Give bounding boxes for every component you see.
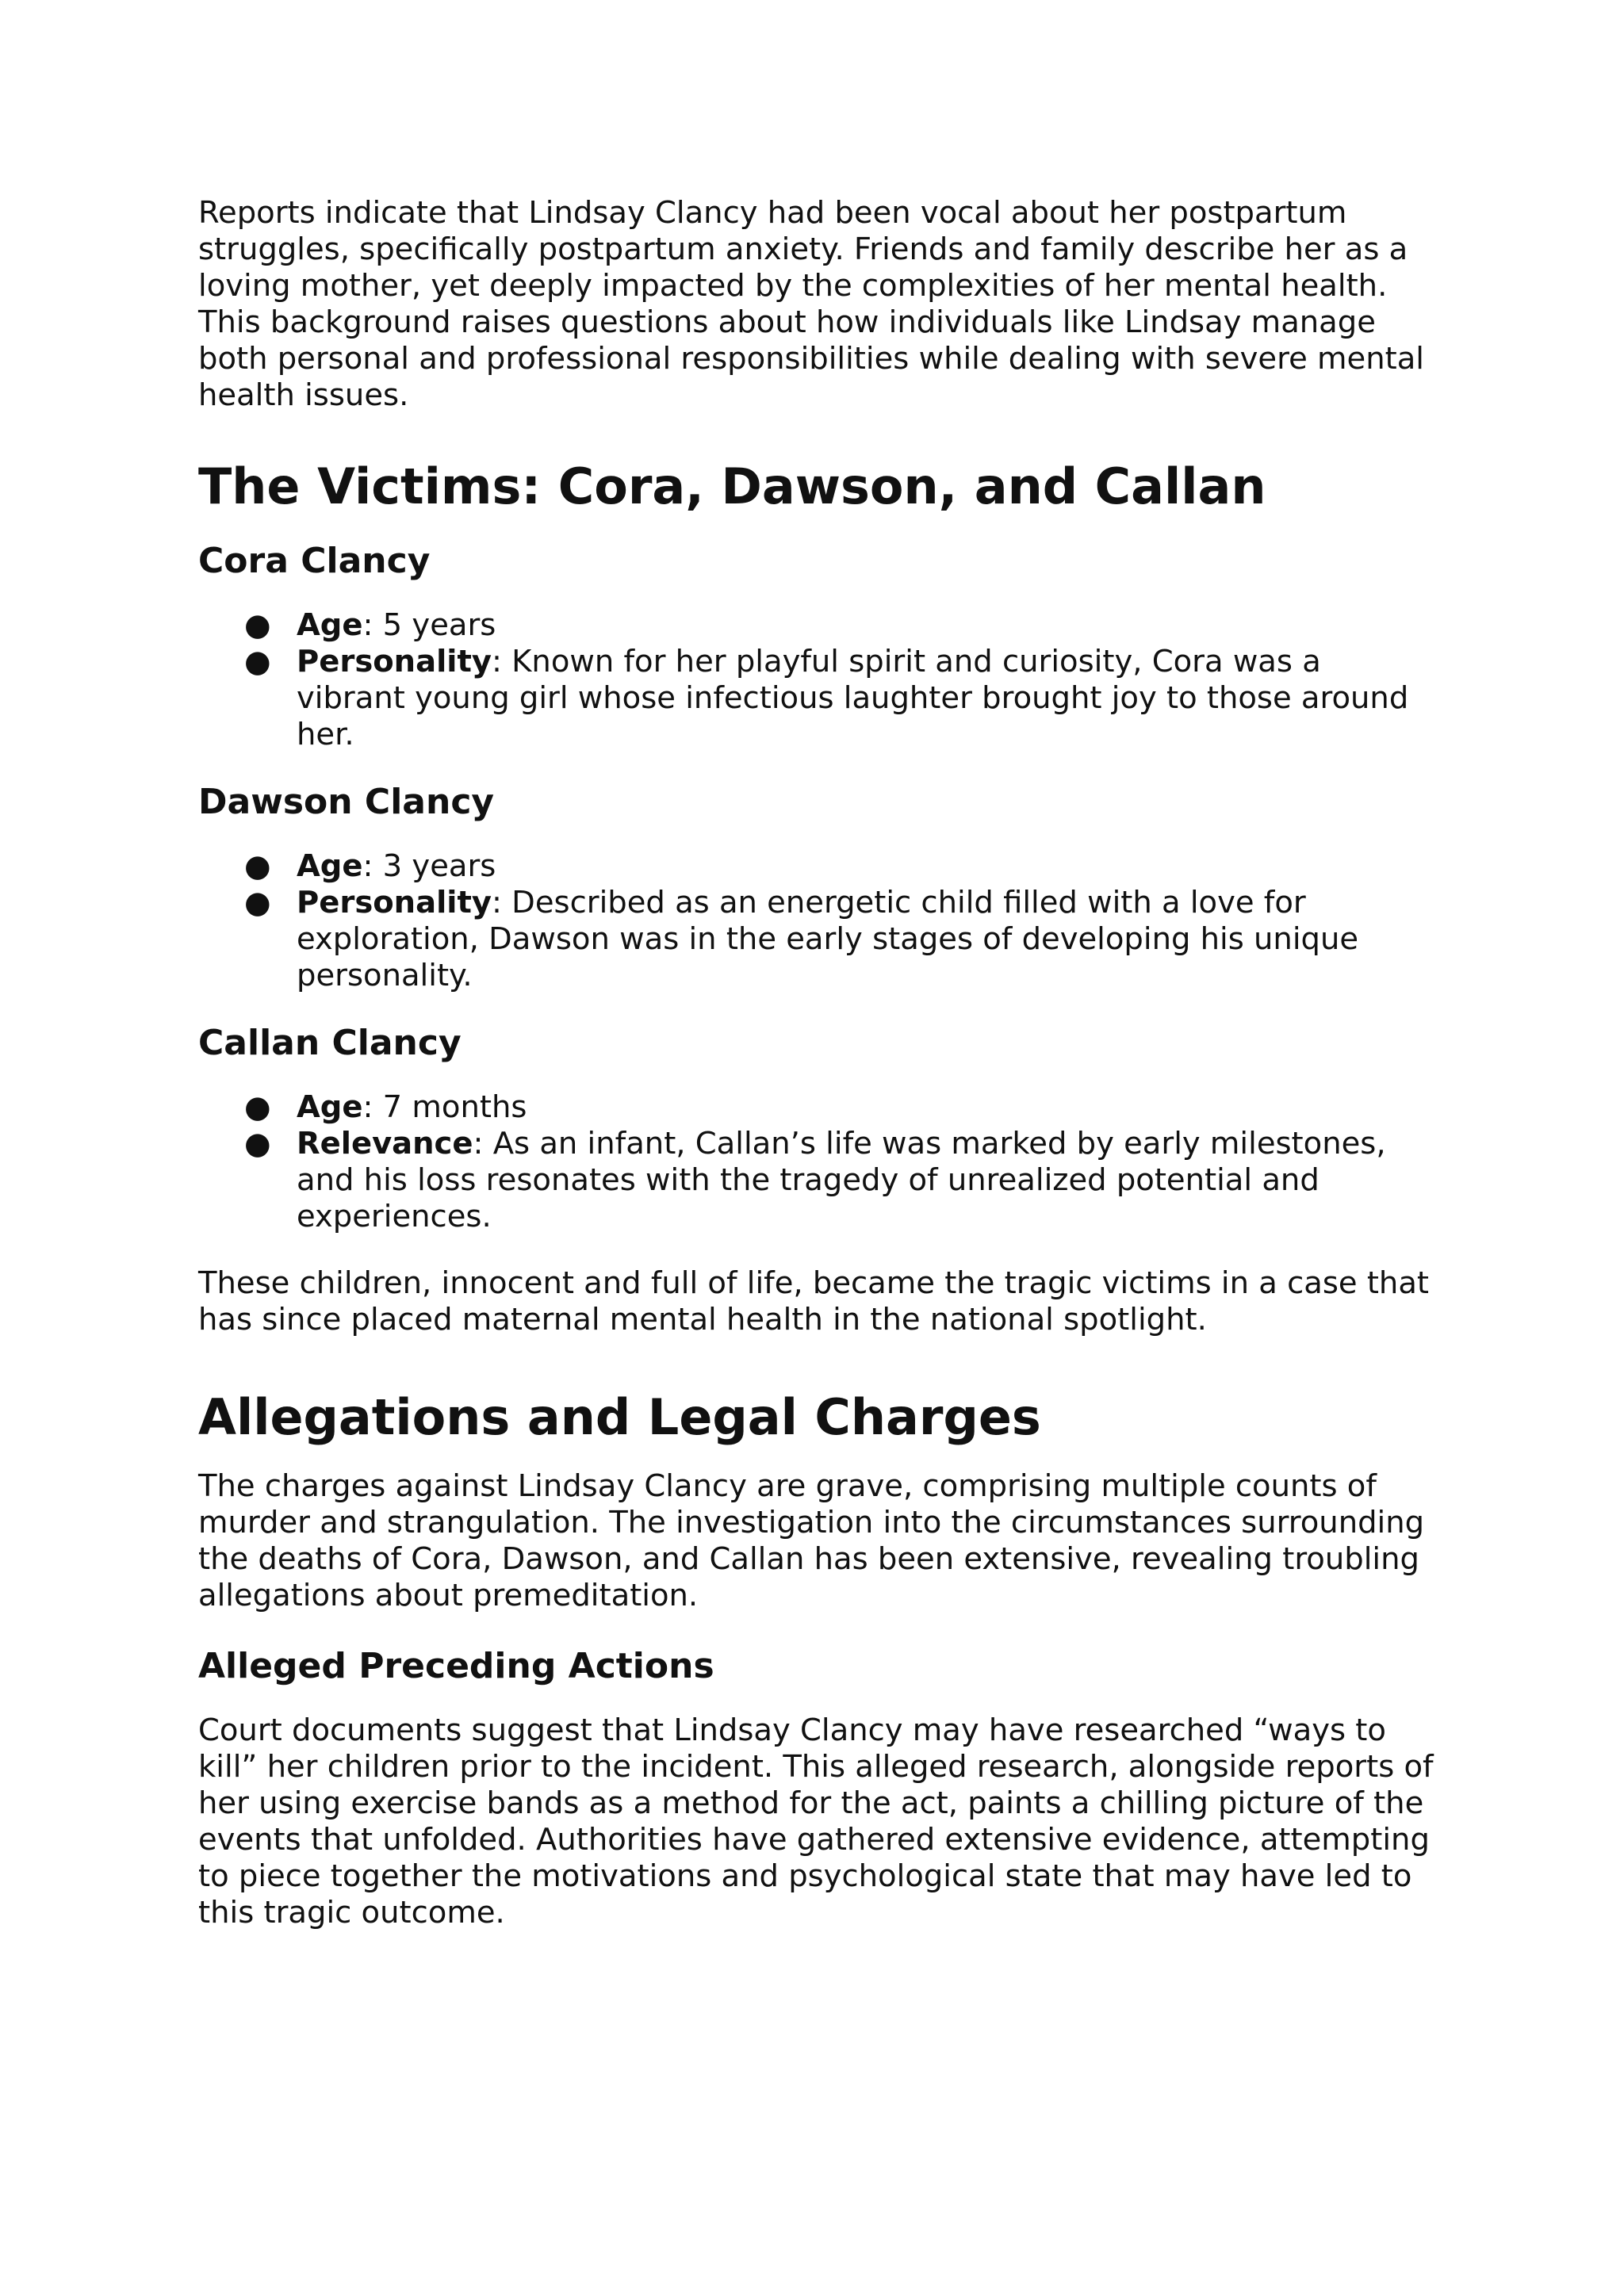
text-line: kill” her children prior to the incident. This alleged research, alongside reports of bbox=[198, 1749, 1434, 1785]
text-line: This background raises questions about how individuals like Lindsay manage bbox=[198, 304, 1376, 340]
item-label: Personality bbox=[297, 885, 492, 920]
item-label: Personality bbox=[297, 644, 492, 679]
list-item bbox=[198, 644, 1435, 753]
text-line: The charges against Lindsay Clancy are grave, comprising multiple counts of bbox=[198, 1468, 1377, 1504]
text-line: loving mother, yet deeply impacted by the complexities of her mental health. bbox=[198, 268, 1388, 304]
item-text: : 7 months bbox=[362, 1089, 527, 1125]
text-line: both personal and professional responsibilities while dealing with severe mental bbox=[198, 341, 1424, 377]
document-page bbox=[198, 195, 1435, 1931]
item-text: vibrant young girl whose infectious laughter brought joy to those around bbox=[297, 680, 1409, 716]
text-line: Court documents suggest that Lindsay Clancy may have researched “ways to bbox=[198, 1712, 1386, 1748]
cora-list bbox=[198, 607, 1435, 753]
text-line: murder and strangulation. The investigation into the circumstances surrounding bbox=[198, 1505, 1425, 1540]
victims-heading: The Victims: Cora, Dawson, and Callan bbox=[198, 457, 1266, 515]
item-text: : 3 years bbox=[362, 848, 496, 884]
cora-heading: Cora Clancy bbox=[198, 541, 431, 581]
list-item bbox=[198, 848, 1435, 885]
allegations-paragraph bbox=[198, 1468, 1435, 1614]
item-label: Relevance bbox=[297, 1126, 473, 1161]
item-text: and his loss resonates with the tragedy of unrealized potential and bbox=[297, 1162, 1320, 1198]
item-text: experiences. bbox=[297, 1199, 492, 1234]
text-line: to piece together the motivations and psychological state that may have led to bbox=[198, 1858, 1412, 1894]
preceding-actions-heading: Alleged Preceding Actions bbox=[198, 1646, 714, 1686]
item-text: her. bbox=[297, 717, 354, 752]
victims-summary-paragraph bbox=[198, 1265, 1435, 1338]
callan-list bbox=[198, 1089, 1435, 1235]
item-label: Age bbox=[297, 848, 363, 884]
text-line: her using exercise bands as a method for the act, paints a chilling picture of the bbox=[198, 1785, 1424, 1821]
text-line: this tragic outcome. bbox=[198, 1895, 505, 1931]
item-text: exploration, Dawson was in the early stages of developing his unique bbox=[297, 921, 1359, 957]
text-line: events that unfolded. Authorities have gathered extensive evidence, attempting bbox=[198, 1822, 1430, 1858]
item-text: : As an infant, Callan’s life was marked by early milestones, bbox=[473, 1126, 1386, 1161]
bullet-icon: ● bbox=[244, 1126, 271, 1161]
dawson-list bbox=[198, 848, 1435, 994]
bullet-icon: ● bbox=[244, 848, 271, 884]
bullet-icon: ● bbox=[244, 644, 271, 679]
intro-paragraph bbox=[198, 195, 1435, 414]
text-line: These children, innocent and full of life, became the tragic victims in a case that bbox=[198, 1265, 1430, 1301]
text-line: has since placed maternal mental health in the national spotlight. bbox=[198, 1302, 1207, 1337]
text-line: health issues. bbox=[198, 377, 409, 413]
dawson-heading: Dawson Clancy bbox=[198, 782, 495, 822]
preceding-actions-paragraph bbox=[198, 1712, 1435, 1931]
list-item bbox=[198, 1089, 1435, 1126]
list-item bbox=[198, 1126, 1435, 1235]
list-item bbox=[198, 885, 1435, 994]
allegations-heading: Allegations and Legal Charges bbox=[198, 1388, 1041, 1446]
item-text: : 5 years bbox=[362, 607, 496, 643]
text-line: allegations about premeditation. bbox=[198, 1578, 699, 1613]
item-label: Age bbox=[297, 1089, 363, 1125]
list-item bbox=[198, 607, 1435, 644]
item-label: Age bbox=[297, 607, 363, 643]
item-text: : Known for her playful spirit and curiosity, Cora was a bbox=[491, 644, 1321, 679]
text-line: struggles, specifically postpartum anxiety. Friends and family describe her as a bbox=[198, 232, 1408, 267]
text-line: the deaths of Cora, Dawson, and Callan has been extensive, revealing troubling bbox=[198, 1541, 1419, 1577]
item-text: : Described as an energetic child filled with a love for bbox=[491, 885, 1306, 920]
bullet-icon: ● bbox=[244, 885, 271, 920]
item-text: personality. bbox=[297, 958, 473, 993]
bullet-icon: ● bbox=[244, 1089, 271, 1125]
bullet-icon: ● bbox=[244, 607, 271, 643]
text-line: Reports indicate that Lindsay Clancy had been vocal about her postpartum bbox=[198, 195, 1347, 231]
callan-heading: Callan Clancy bbox=[198, 1023, 462, 1063]
